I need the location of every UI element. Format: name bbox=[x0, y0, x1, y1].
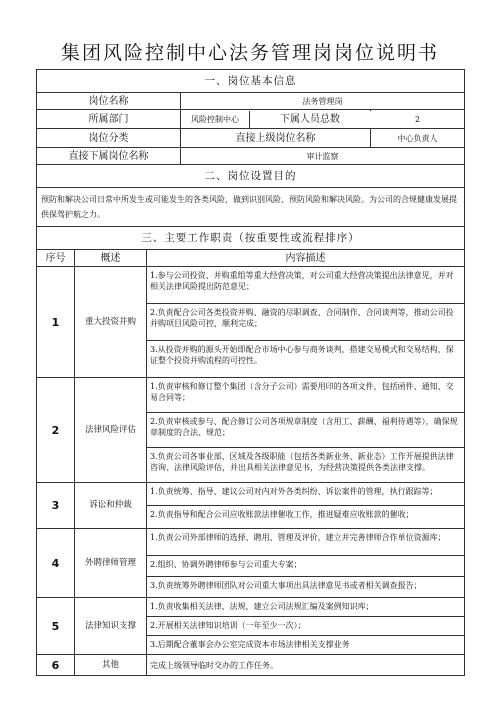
duty-row bbox=[37, 529, 465, 598]
department-label: 所属部门 bbox=[37, 110, 181, 129]
duty-item: 1.负责公司外部律师的选择、聘用、管理及评价，建立并完善律师合作单位资源库； bbox=[147, 529, 464, 556]
duty-item: 2.组织、协调外聘律师参与公司重大专案； bbox=[147, 556, 464, 577]
duty-item: 2.负责审核或参与、配合修订公司各项规章制度（含用工、薪酬、福利待遇等），确保规章制度的合法、规范； bbox=[147, 413, 464, 448]
duty-summary: 其他 bbox=[75, 655, 147, 676]
superior-position-value: 中心负责人 bbox=[371, 129, 465, 148]
duty-item: 1.负责统筹、指导、建议公司对内对外各类纠纷、诉讼案件的管理，执行跟踪等； bbox=[147, 483, 464, 506]
department-value: 风险控制中心 bbox=[181, 110, 371, 129]
duty-number: 2 bbox=[37, 378, 75, 483]
staff-count-value: 2 bbox=[371, 110, 465, 129]
subordinate-position-value: 审计监察 bbox=[181, 148, 465, 165]
duty-number: 6 bbox=[37, 655, 75, 676]
position-category-label: 岗位分类 bbox=[37, 129, 181, 148]
col-header-summary: 概述 bbox=[75, 250, 147, 267]
duty-summary: 诉讼和仲裁 bbox=[75, 483, 147, 529]
duty-number: 4 bbox=[37, 529, 75, 598]
duty-item: 1.参与公司投资、并购重组等重大经营决策，对公司重大经营决策提出法律意见，并对相关法律风险提出防范意见； bbox=[147, 267, 464, 304]
position-name-value: 法务管理岗 bbox=[181, 93, 465, 110]
duty-description bbox=[147, 483, 465, 529]
duty-item: 2.负责指导和配合公司应收账款法律催收工作，推进疑难应收账款的催收； bbox=[150, 510, 414, 519]
job-description-table bbox=[36, 69, 465, 676]
duty-item: 2.负责配合公司各类投资并购、融资的尽职调查、合同制作、合同谈判等，推动公司投并购项目风险可控，顺利完成； bbox=[147, 304, 464, 341]
duty-summary: 法律知识支撑 bbox=[75, 598, 147, 655]
duty-item: 1.负责收集相关法律、法规，建立公司法规汇编及案例知识库； bbox=[147, 598, 464, 617]
col-header-content: 内容描述 bbox=[147, 250, 465, 267]
duty-description bbox=[147, 378, 465, 483]
duty-description bbox=[147, 267, 465, 378]
duty-item: 3.负责统筹外聘律师团队对公司重大事项出具法律意见书或者相关调查报告； bbox=[150, 581, 422, 590]
position-name-label: 岗位名称 bbox=[37, 93, 181, 110]
duty-item: 1.负责审核和修订整个集团（含分子公司）需要用印的各项文件，包括函件、通知、交易合同等； bbox=[147, 378, 464, 413]
duty-item: 2.开展相关法律知识培训（一年至少一次）； bbox=[147, 617, 464, 636]
duty-description bbox=[147, 529, 465, 598]
section-basic-info: 一、岗位基本信息 bbox=[37, 70, 465, 93]
section-purpose: 二、岗位设置目的 bbox=[37, 165, 465, 188]
superior-position-label: 直接上级岗位名称 bbox=[181, 129, 371, 148]
subordinate-position-label: 直接下属岗位名称 bbox=[37, 148, 181, 165]
duty-row bbox=[37, 267, 465, 378]
duty-item: 3.负责公司各事业部、区域及各级职能（包括各类新业务、新业态）工作开展提供法律咨询、法律风险评估，并出具相关法律意见书，为经营决策提供各类法律支撑。 bbox=[150, 452, 454, 472]
duty-row bbox=[37, 483, 465, 529]
col-header-number: 序号 bbox=[37, 250, 75, 267]
duty-row bbox=[37, 655, 465, 676]
duty-number: 3 bbox=[37, 483, 75, 529]
duty-number: 5 bbox=[37, 598, 75, 655]
duty-description: 完成上级领导临时交办的工作任务。 bbox=[147, 655, 465, 676]
duty-summary: 法律风险评估 bbox=[75, 378, 147, 483]
duty-summary: 重大投资并购 bbox=[75, 267, 147, 378]
staff-count-label: 下属人员总数 bbox=[249, 111, 371, 128]
duty-description bbox=[147, 598, 465, 655]
duty-item: 3.从投资并购的源头开始即配合市场中心参与商务谈判，搭建交易模式和交易结构，保证整个投资并购流程的可控性。 bbox=[150, 345, 454, 365]
duty-number: 1 bbox=[37, 267, 75, 378]
duty-item: 3.后期配合董事会办公室完成资本市场法律相关支撑业务 bbox=[150, 640, 350, 649]
purpose-text: 预防和解决公司日常中所发生或可能发生的各类风险，做到识别风险、预防风险和解决风险。为公司的合规健康发展提供保驾护航之力。 bbox=[37, 188, 465, 227]
duty-row bbox=[37, 598, 465, 655]
section-duties: 三、主要工作职责（按重要性或流程排序） bbox=[37, 227, 465, 250]
duty-summary: 外聘律师管理 bbox=[75, 529, 147, 598]
page-title: 集团风险控制中心法务管理岗岗位说明书 bbox=[60, 42, 439, 64]
duty-row bbox=[37, 378, 465, 483]
